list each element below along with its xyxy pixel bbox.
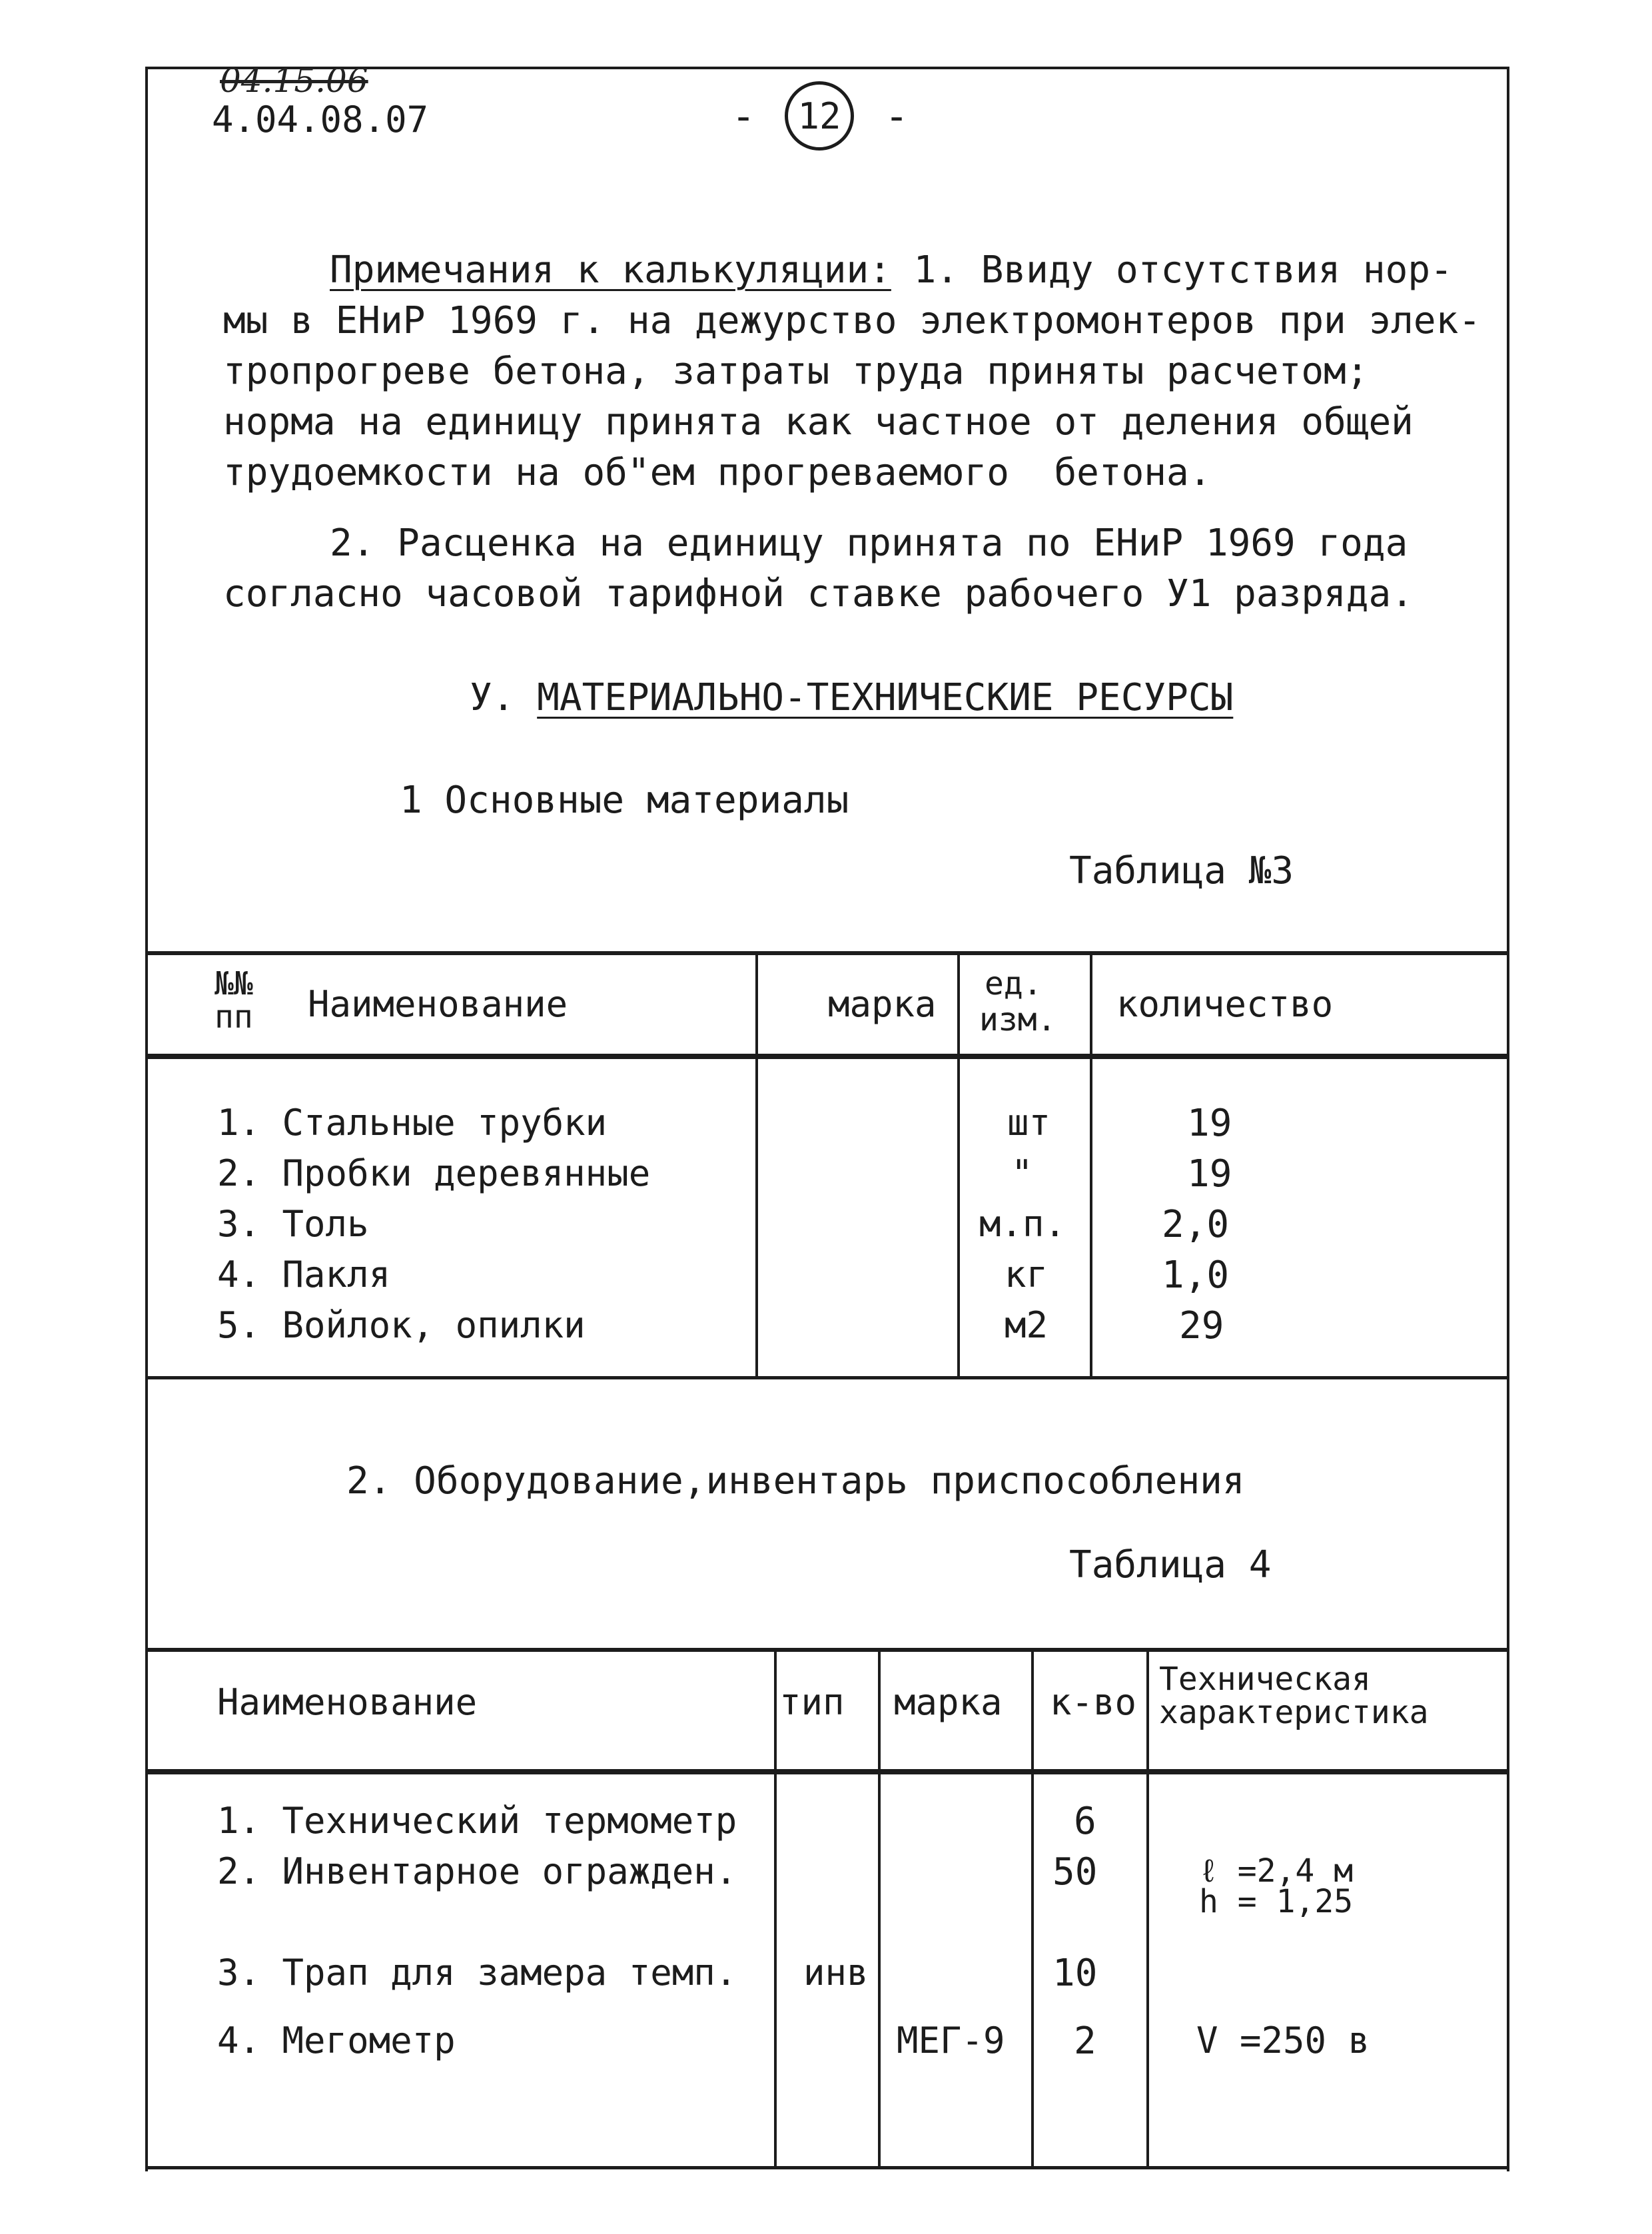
handwritten-code: 04.15.06 (220, 61, 368, 100)
table4-row-3-type: инв (803, 1952, 869, 1994)
table4-row-2-name: 2. Инвентарное огражден. (217, 1850, 737, 1892)
table4-row-3-qty: 10 (1052, 1952, 1098, 1995)
table3-header-brand: марка (828, 983, 937, 1025)
table4-header-spec-bottom: характеристика (1159, 1694, 1429, 1731)
table4-header-qty: к-во (1050, 1681, 1137, 1723)
table4-row-4-name: 4. Мегометр (217, 2020, 456, 2061)
table4-row-1-qty: 6 (1074, 1800, 1096, 1843)
page-dash-right: - (885, 93, 909, 140)
table3-row-3-qty: 2,0 (1162, 1203, 1230, 1246)
notes-line-5: трудоемкости на об"ем прогреваемого бетона. (223, 451, 1212, 494)
table3-col-divider-3 (1090, 952, 1092, 1377)
notes-line-1-rest: 1. Ввиду отсутствия нор- (891, 248, 1453, 292)
table3-header-num-bottom: пп (214, 998, 253, 1036)
table3-row-4-qty: 1,0 (1162, 1254, 1230, 1297)
table3-header-num-top: №№ (214, 965, 253, 1002)
table3-top-border (145, 951, 1509, 955)
table4-col-divider-2 (878, 1649, 881, 2167)
notes-para2-line-2: согласно часовой тарифной ставке рабочего У1 разряда. (223, 572, 1414, 615)
notes-line-2: мы в ЕНиР 1969 г. на дежурство электромонтеров при элек- (223, 299, 1481, 342)
table3-row-5-qty: 29 (1179, 1304, 1224, 1347)
section-prefix: У. (470, 676, 515, 719)
table3-header-qty: количество (1116, 983, 1334, 1025)
table3-header-border (145, 1054, 1509, 1059)
section-title: МАТЕРИАЛЬНО-ТЕХНИЧЕСКИЕ РЕСУРСЫ (537, 676, 1234, 719)
table4-header-border (145, 1769, 1509, 1774)
table3-row-3-name: 3. Толь (217, 1203, 369, 1245)
table4-header-name: Наименование (217, 1681, 478, 1723)
notes-line-1 (330, 245, 1453, 296)
table3-row-1-unit: шт (1007, 1102, 1051, 1144)
page-dash-left: - (731, 93, 756, 140)
table3-row-1-name: 1. Стальные трубки (217, 1102, 608, 1144)
table4-row-3-name: 3. Трап для замера темп. (217, 1952, 737, 1994)
equipment-subtitle: 2. Оборудование,инвентарь приспособления (346, 1459, 1245, 1503)
table4-row-1-name: 1. Технический термометр (217, 1800, 737, 1842)
table4-row-2-qty: 50 (1052, 1850, 1098, 1894)
page-number-text: 12 (797, 95, 841, 137)
table3-row-3-unit: м.п. (979, 1203, 1066, 1245)
table4-row-2-spec-line-1: ℓ =2,4 м (1199, 1852, 1354, 1890)
table4-bottom-border (145, 2166, 1509, 2169)
table3-row-2-name: 2. Пробки деревянные (217, 1152, 651, 1194)
table4-col-divider-4 (1146, 1649, 1149, 2167)
materials-subtitle: 1 Основные материалы (400, 779, 849, 822)
table4-col-divider-1 (774, 1649, 777, 2167)
table3-row-2-unit: " (1011, 1152, 1033, 1194)
table3-col-divider-1 (755, 952, 758, 1377)
table4-row-4-spec: V =250 в (1196, 2020, 1370, 2061)
table3-header-unit-top: ед. (985, 965, 1042, 1002)
page-number (785, 81, 854, 151)
equipment-table-label: Таблица 4 (1069, 1543, 1272, 1587)
table4-header-brand: марка (894, 1681, 1003, 1723)
document-code: 4.04.08.07 (212, 99, 429, 141)
table3-header-name: Наименование (308, 983, 568, 1025)
materials-table-label: Таблица №3 (1069, 849, 1294, 893)
table3-row-5-unit: м2 (1005, 1304, 1048, 1346)
table3-row-1-qty: 19 (1187, 1102, 1232, 1145)
table3-row-4-unit: кг (1005, 1254, 1048, 1296)
table3-row-2-qty: 19 (1187, 1152, 1232, 1196)
table4-top-border (145, 1648, 1509, 1652)
section-heading (470, 673, 1233, 723)
notes-line-3: тропрогреве бетона, затраты труда приняты расчетом; (223, 350, 1369, 393)
table3-bottom-border (145, 1376, 1509, 1379)
notes-heading: Примечания к калькуляции: (330, 248, 891, 292)
table3-row-4-name: 4. Пакля (217, 1254, 391, 1296)
table3-col-divider-2 (957, 952, 960, 1377)
table3-row-5-name: 5. Войлок, опилки (217, 1304, 586, 1346)
table4-col-divider-3 (1031, 1649, 1034, 2167)
table4-row-2-spec-line-2: h = 1,25 (1199, 1883, 1354, 1920)
table3-header-unit-bottom: изм. (979, 1001, 1056, 1038)
notes-para2-line-1: 2. Расценка на единицу принята по ЕНиР 1969 года (330, 522, 1408, 565)
table4-header-type: тип (779, 1681, 845, 1723)
table4-row-4-qty: 2 (1074, 2020, 1096, 2063)
notes-line-4: норма на единицу принята как частное от деления общей (223, 400, 1414, 444)
table4-row-4-brand: МЕГ-9 (897, 2020, 1005, 2061)
table4-header-spec-top: Техническая (1159, 1661, 1371, 1698)
